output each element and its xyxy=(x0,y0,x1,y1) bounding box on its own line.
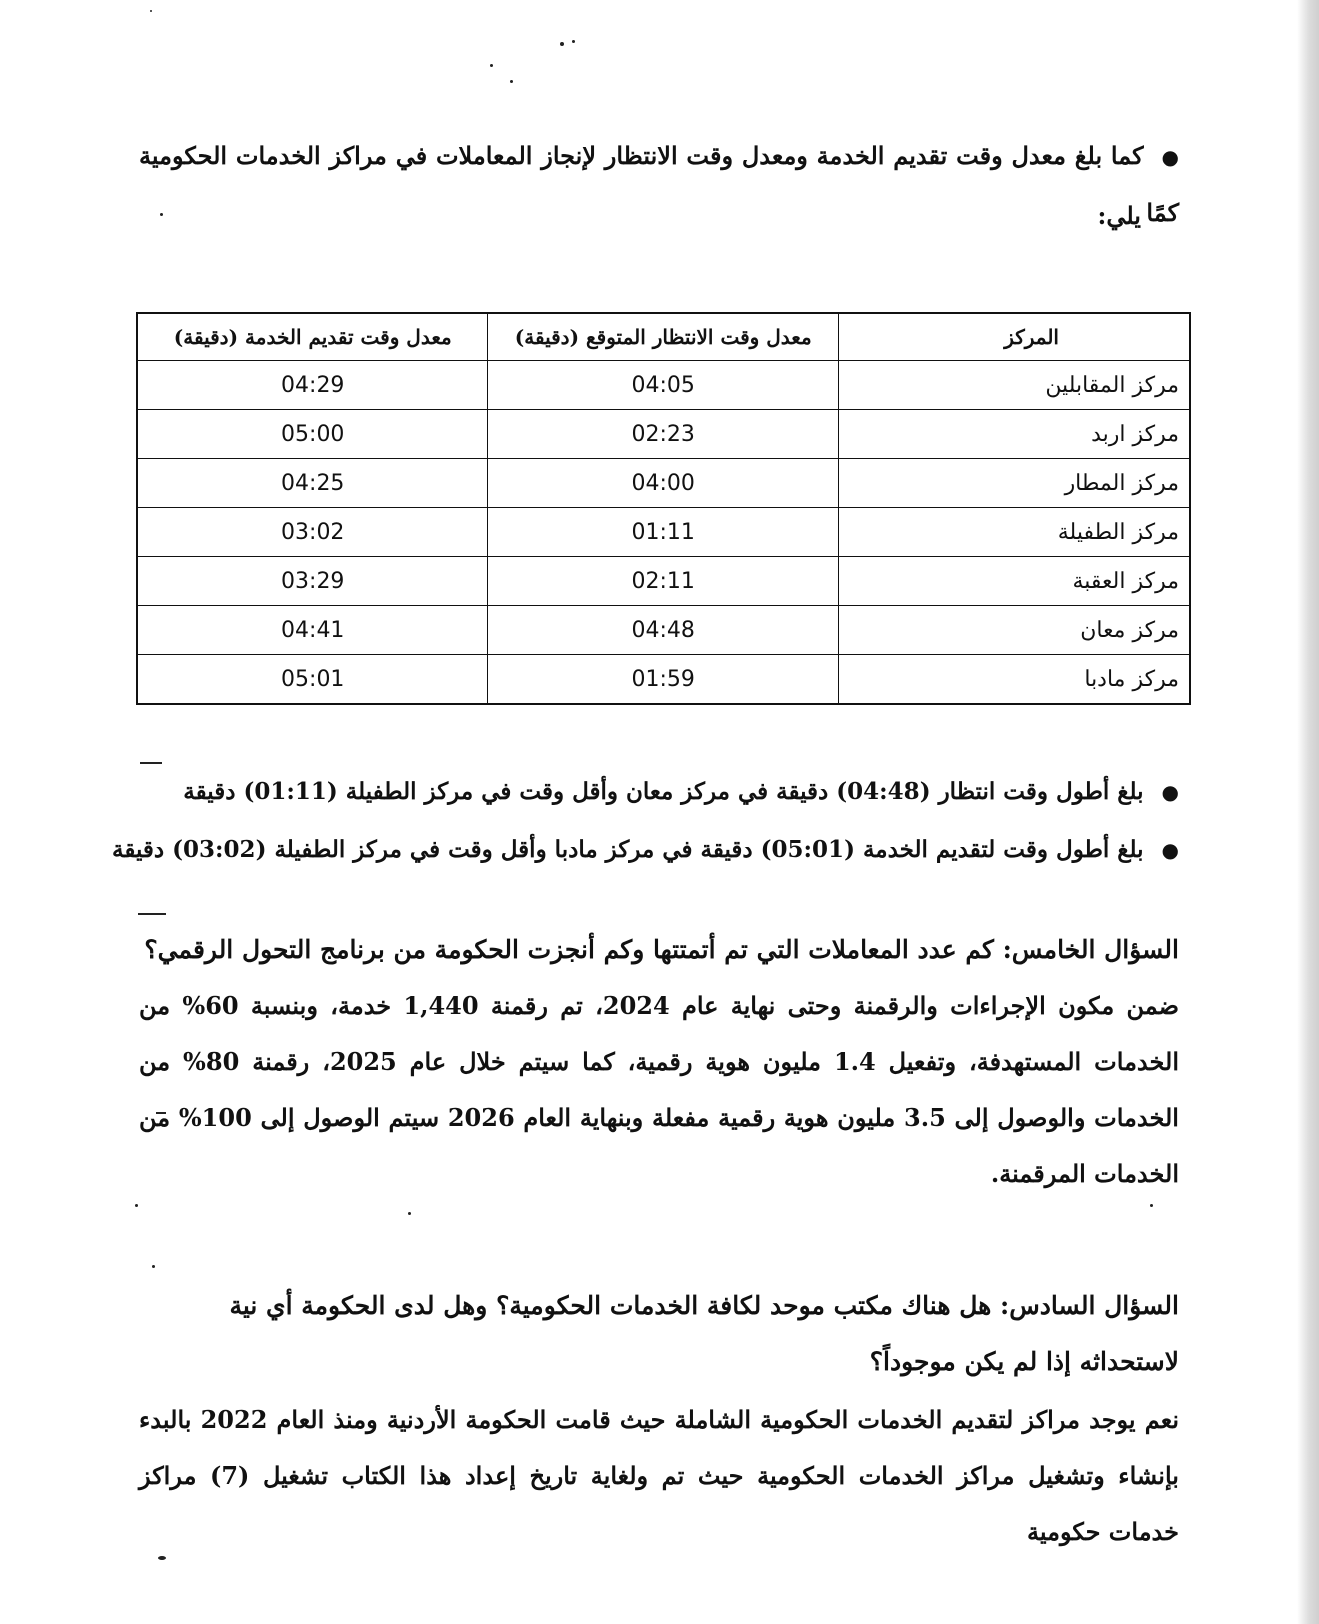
center-name: مركز الطفيلة xyxy=(838,508,1190,557)
scan-speck xyxy=(572,40,575,43)
bullet-icon: ● xyxy=(1161,780,1179,804)
table-row xyxy=(137,361,1190,410)
question-5-answer: ضمن مكون الإجراءات والرقمنة وحتى نهاية عام 2024، تم رقمنة 1,440 خدمة، وبنسبة 60% من الخدمات المستهدفة، وتفعيل 1.4 مليون هوية رقمية، كما سيتم خلال عام 2025، رقمنة 80% من الخدمات والوصول إلى 3.5 مليون هوية رقمية مفعلة وبنهاية العام 2026 سيتم الوصول إلى 100% من الخدمات المرقمنة. xyxy=(139,991,1180,1188)
wait-time: 01:59 xyxy=(488,655,838,705)
wait-time: 04:00 xyxy=(488,459,838,508)
scan-speck xyxy=(140,762,162,764)
intro-line-2: يلي: xyxy=(1097,201,1141,230)
scan-speck xyxy=(560,42,564,46)
question-6-answer: نعم يوجد مراكز لتقديم الخدمات الحكومية الشاملة حيث قامت الحكومة الأردنية ومنذ العام 2022 بالبدء بإنشاء وتشغيل مراكز الخدمات الحكومية حيث تم ولغاية تاريخ إعداد هذا الكتاب تشغيل (7) مراكز خدمات حكومية xyxy=(139,1405,1179,1546)
table-row xyxy=(137,557,1190,606)
bullet-icon: ● xyxy=(1161,838,1179,862)
service-time: 04:41 xyxy=(137,606,488,655)
scan-speck xyxy=(135,1204,138,1207)
summary-bullet-wait xyxy=(183,778,1179,805)
center-name: مركز معان xyxy=(838,606,1190,655)
center-name: مركز المطار xyxy=(838,459,1190,508)
service-time: 04:25 xyxy=(137,459,488,508)
table-row xyxy=(137,655,1190,705)
bullet-icon: ● xyxy=(1161,145,1179,169)
scan-speck xyxy=(138,913,166,915)
center-name: مركز مادبا xyxy=(838,655,1190,705)
question-6-title: السؤال السادس: هل هناك مكتب موحد لكافة الخدمات الحكومية؟ وهل لدى الحكومة أي نية لاستحداثه إذا لم يكن موجوداً؟ xyxy=(229,1291,1179,1376)
service-times-table xyxy=(136,312,1191,705)
scan-speck xyxy=(150,10,152,12)
table-row xyxy=(137,410,1190,459)
summary-text: بلغ أطول وقت لتقديم الخدمة (05:01) دقيقة في مركز مادبا وأقل وقت في مركز الطفيلة (03:02) دقيقة xyxy=(112,836,1144,863)
scan-speck xyxy=(1150,1204,1153,1207)
table-row xyxy=(137,459,1190,508)
scan-speck xyxy=(510,80,513,83)
scan-speck xyxy=(408,1212,411,1215)
header-wait-time: معدل وقت الانتظار المتوقع (دقيقة) xyxy=(488,313,838,361)
question-5-title: السؤال الخامس: كم عدد المعاملات التي تم أتمتتها وكم أنجزت الحكومة من برنامج التحول الرقمي؟ xyxy=(144,935,1179,964)
wait-time: 01:11 xyxy=(488,508,838,557)
service-time: 03:02 xyxy=(137,508,488,557)
wait-time: 04:05 xyxy=(488,361,838,410)
table-row xyxy=(137,508,1190,557)
table-row xyxy=(137,606,1190,655)
header-center: المركز xyxy=(838,313,1190,361)
intro-bullet-continuation xyxy=(141,188,1141,244)
summary-bullet-service xyxy=(112,836,1179,863)
service-time: 05:01 xyxy=(137,655,488,705)
summary-text: بلغ أطول وقت انتظار (04:48) دقيقة في مركز معان وأقل وقت في مركز الطفيلة (01:11) دقيقة xyxy=(183,778,1144,805)
wait-time: 04:48 xyxy=(488,606,838,655)
service-time: 03:29 xyxy=(137,557,488,606)
center-name: مركز العقبة xyxy=(838,557,1190,606)
center-name: مركز اربد xyxy=(838,410,1190,459)
center-name: مركز المقابلين xyxy=(838,361,1190,410)
service-time: 04:29 xyxy=(137,361,488,410)
scan-speck xyxy=(490,64,493,67)
scan-speck xyxy=(152,1265,155,1268)
page-edge-shadow xyxy=(1297,0,1319,1624)
intro-line-1: كما بلغ معدل وقت تقديم الخدمة ومعدل وقت الانتظار لإنجاز المعاملات في مراكز الخدمات الحكومية كمًا xyxy=(139,141,1179,227)
table-header-row xyxy=(137,313,1190,361)
header-service-time: معدل وقت تقديم الخدمة (دقيقة) xyxy=(137,313,488,361)
wait-time: 02:11 xyxy=(488,557,838,606)
service-time: 05:00 xyxy=(137,410,488,459)
wait-time: 02:23 xyxy=(488,410,838,459)
